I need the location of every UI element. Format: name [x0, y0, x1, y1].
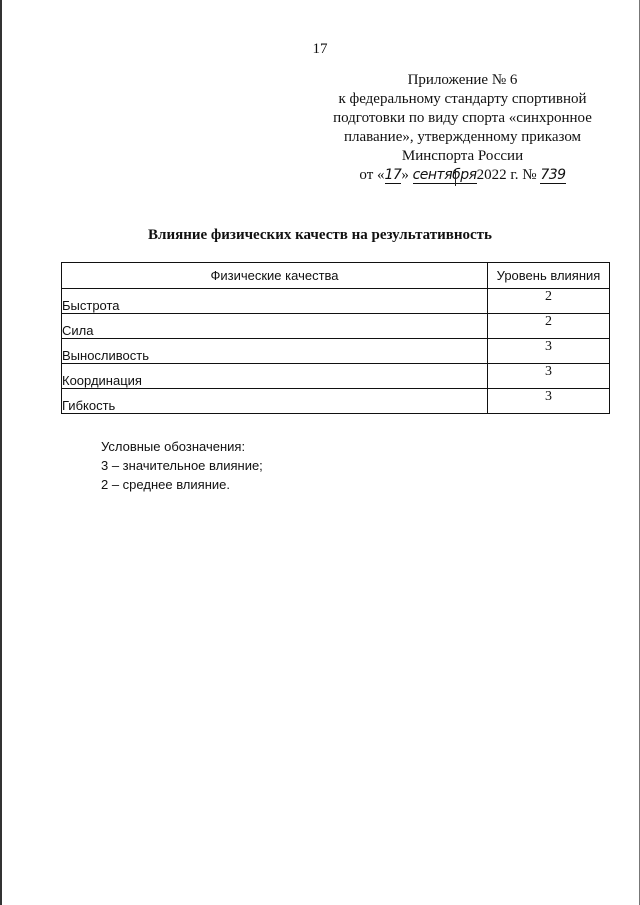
quality-level: 2: [488, 314, 610, 339]
order-prefix: от «: [359, 167, 385, 183]
page-edge-left: [0, 0, 2, 905]
appendix-line-4: плавание», утвержденному приказом: [343, 129, 582, 145]
order-year: 2022 г. №: [476, 167, 537, 183]
quality-name: Гибкость: [62, 389, 488, 414]
quality-name: Быстрота: [62, 289, 488, 314]
appendix-line-2: к федеральному стандарту спортивной: [338, 91, 587, 107]
physical-qualities-table: [61, 262, 610, 414]
appendix-line-5: Минспорта России: [401, 148, 524, 164]
quality-level: 3: [488, 339, 610, 364]
order-line: [310, 166, 615, 185]
table-row: [62, 314, 610, 339]
legend-item: 2 – среднее влияние.: [101, 477, 230, 492]
table-row: [62, 364, 610, 389]
quality-name: Сила: [62, 314, 488, 339]
quality-level: 2: [488, 289, 610, 314]
appendix-header: [310, 71, 615, 185]
legend: [101, 437, 263, 494]
document-title: Влияние физических качеств на результативность: [148, 227, 492, 243]
header-quality: Физические качества: [62, 263, 488, 289]
table-row: [62, 289, 610, 314]
appendix-line-1: Приложение № 6: [407, 72, 518, 88]
legend-heading: Условные обозначения:: [101, 439, 246, 454]
quality-level: 3: [488, 364, 610, 389]
header-level: Уровень влияния: [488, 263, 610, 289]
signature-stroke: [455, 170, 456, 186]
order-number-handwritten: 739: [540, 167, 566, 183]
table-row: [62, 339, 610, 364]
quality-name: Выносливость: [62, 339, 488, 364]
page-number: 17: [312, 41, 328, 57]
legend-item: 3 – значительное влияние;: [101, 458, 263, 473]
quality-name: Координация: [62, 364, 488, 389]
order-day-handwritten: 17: [384, 167, 402, 183]
table-row: [62, 389, 610, 414]
table-header-row: [62, 263, 610, 289]
order-mid: »: [401, 167, 409, 183]
order-month-handwritten: сентября: [412, 167, 477, 183]
appendix-line-3: подготовки по виду спорта «синхронное: [333, 110, 592, 126]
quality-level: 3: [488, 389, 610, 414]
